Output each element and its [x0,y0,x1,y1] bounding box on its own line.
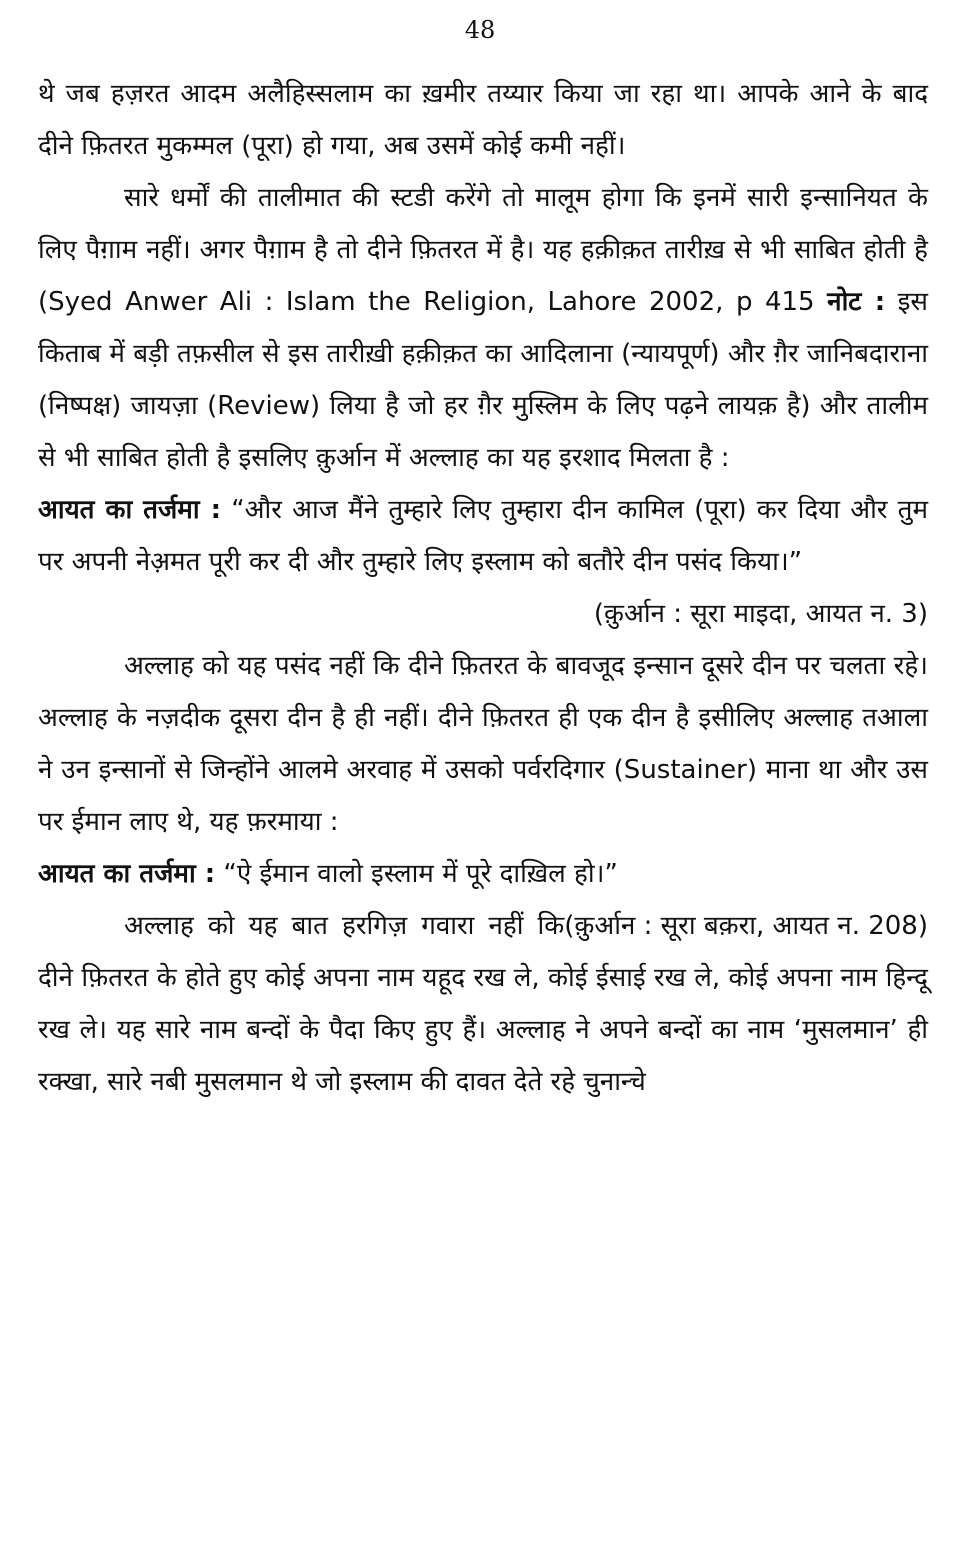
ayat-2-label: आयत का तर्जमा : [38,859,216,889]
ayat-1 [38,484,928,588]
ayat-1-text: “और आज मैंने तुम्हारे लिए तुम्हारा दीन कामिल (पूरा) कर दिया और तुम पर अपनी नेअ़मत पूरी कर दी और तुम्हारे लिए इस्लाम को बतौरे दीन पसंद किया।” [38,495,929,577]
page-number: 48 [464,16,496,44]
reference-1: (क़ुर्आन : सूरा माइदा, आयत न. 3) [593,599,928,629]
paragraph-3: अल्लाह को यह पसंद नहीं कि दीने फ़ितरत के बावजूद इन्सान दूसरे दीन पर चलता रहे। अल्लाह के नज़दीक दूसरा दीन है ही नहीं। दीने फ़ितरत ही एक दीन है इसीलिए अल्लाह तआला ने उन इन्सानों से जिन्होंने आलमे अरवाह में उसको पर्वरदिगार (Sustainer) माना था और उस पर ईमान लाए थे, यह फ़रमाया : [38,651,928,837]
ayat-2 [38,848,928,941]
page-text [38,68,928,1108]
paragraph-1: थे जब हज़रत आदम अलैहिस्सलाम का ख़मीर तय्यार किया जा रहा था। आपके आने के बाद दीने फ़ितरत मुकम्मल (पूरा) हो गया, अब उसमें कोई कमी नहीं। [38,79,928,161]
note-text: इस किताब में बड़ी तफ़सील से इस तारीख़ी हक़ीक़त का आदिलाना (न्यायपूर्ण) और ग़ैर जानिबदाराना (निष्पक्ष) जायज़ा (Review) लिया है जो हर ग़ैर मुस्लिम के लिए पढ़ने लायक़ है) और तालीम से भी साबित होती है इसलिए क़ुर्आन में अल्लाह का यह इरशाद मिलता है : [38,287,928,473]
reference-2: (क़ुर्आन : सूरा बक़रा, आयत न. 208) [564,911,928,941]
paragraph-2-text: सारे धर्मों की तालीमात की स्टडी करेंगे तो मालूम होगा कि इनमें सारी इन्सानियत के लिए पैग़ाम नहीं। अगर पैग़ाम है तो दीने फ़ितरत में है। यह हक़ीक़त तारीख़ से भी साबित होती है (Syed Anwer Ali : Islam the Religion, Lahore 2002, p 415 [38,183,928,317]
paragraph-2 [38,172,928,484]
note-label: नोट : [827,287,886,317]
paragraph-4: अल्लाह को यह बात हरगिज़ गवारा नहीं कि दीने फ़ितरत के होते हुए कोई अपना नाम यहूद रख ले, कोई ईसाई रख ले, कोई अपना नाम हिन्दू रख ले। यह सारे नाम बन्दों के पैदा किए हुए हैं। अल्लाह ने अपने बन्दों का नाम ‘मुसलमान’ ही रक्खा, सारे नबी मुसलमान थे जो इस्लाम की दावत देते रहे चुनान्चे [38,911,928,1097]
ayat-2-text: “ऐ ईमान वालो इस्लाम में पूरे दाख़िल हो।” [223,859,618,889]
ayat-1-label: आयत का तर्जमा : [38,495,221,525]
